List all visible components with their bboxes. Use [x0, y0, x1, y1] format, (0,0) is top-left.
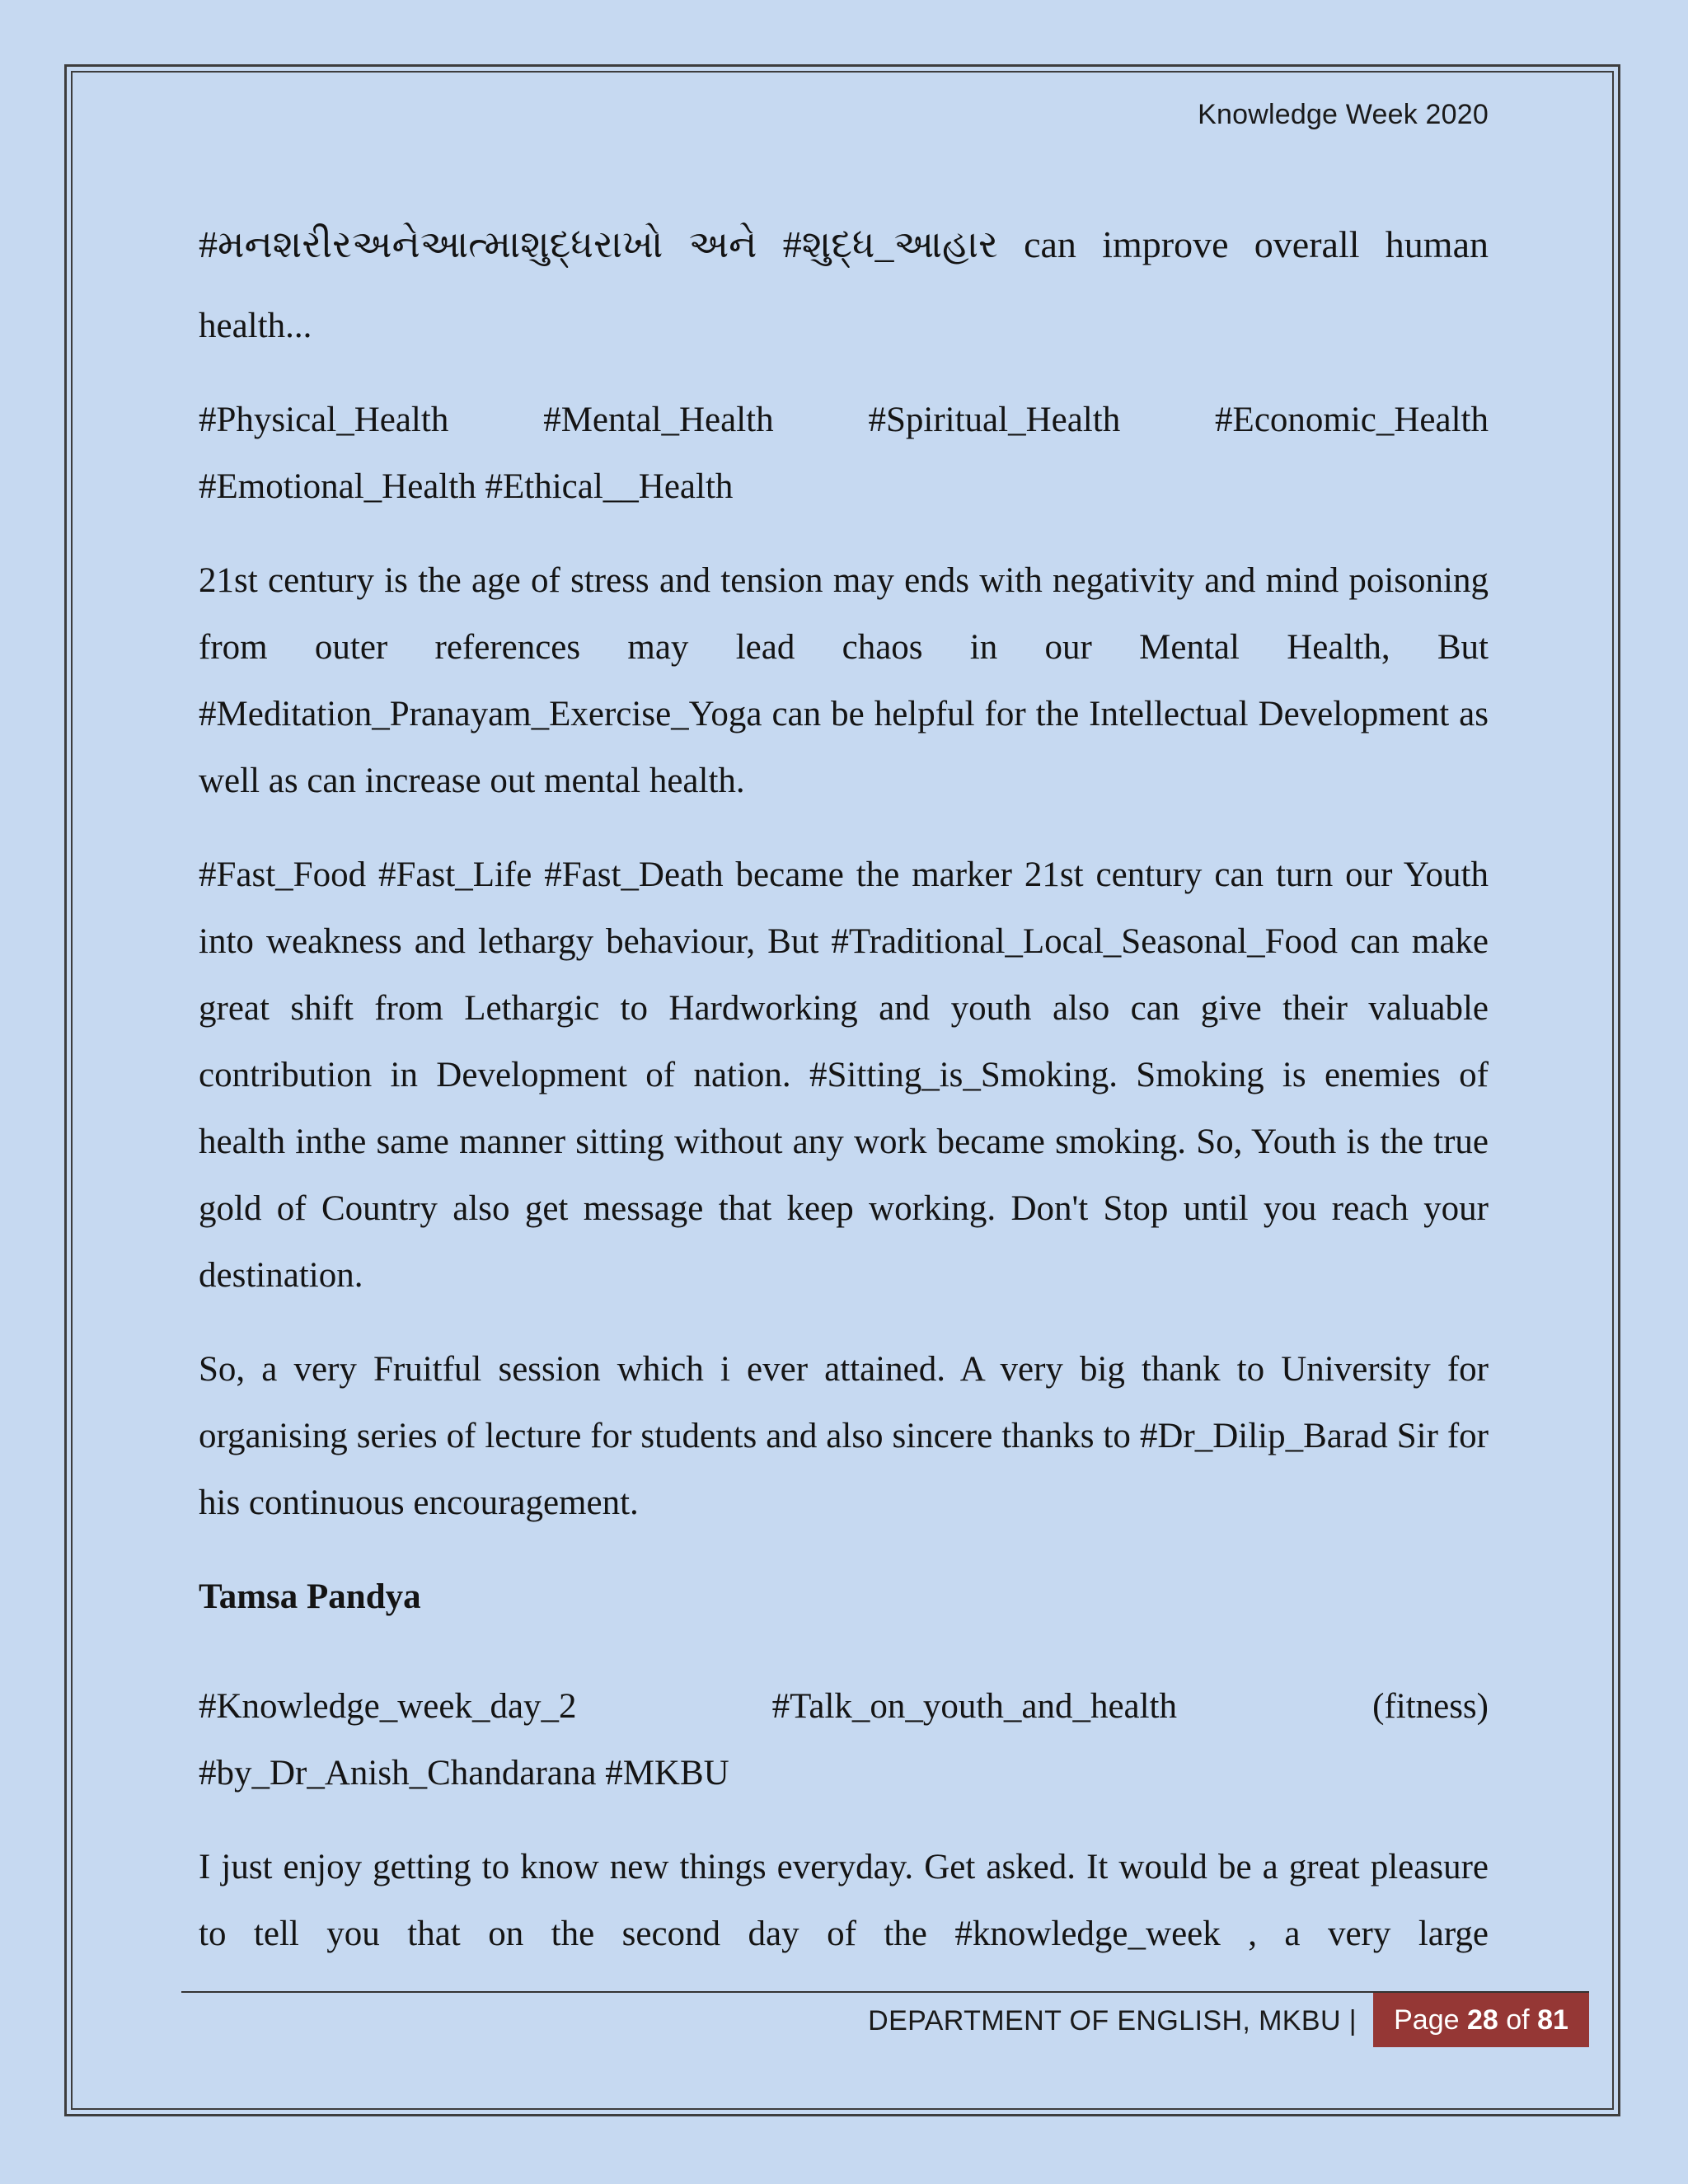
page-of: of: [1506, 2004, 1530, 2036]
paragraph-fast-food: #Fast_Food #Fast_Life #Fast_Death became the marker 21st century can turn our Youth into weakness and lethargy behaviour, But #Traditional_Local_Seasonal_Food can make great shift from Lethargic to Hardworking and youth also can give their valuable contribution in Development of nation. #Sitting_is_Smoking. Smoking is enemies of health inthe same manner sitting without any work became smoking. So, Youth is the true gold of Country also get message that keep working. Don't Stop until you reach your destination.: [199, 855, 1489, 1295]
page-number-badge: [1373, 1993, 1589, 2047]
paragraph-gujarati-lead: #મનશરીરઅનેઆત્માશુદ્ધરાખો અને #શુદ્ધ_આહાર can improve overall human: [199, 223, 1489, 265]
paragraph-gujarati-tail: health...: [199, 307, 312, 345]
page-body: [199, 196, 1489, 1994]
paragraph-health-hashtags: #Physical_Health #Mental_Health #Spiritual_Health #Economic_Health #Emotional_Health #Ethical__Health: [199, 401, 1489, 506]
author-name: Tamsa Pandya: [199, 1577, 421, 1616]
paragraph-thanks: So, a very Fruitful session which i ever attained. A very big thank to University for organising series of lecture for students and also sincere thanks to #Dr_Dilip_Barad Sir for his continuous encouragement.: [199, 1350, 1489, 1522]
paragraph-knowledge-week: I just enjoy getting to know new things everyday. Get asked. It would be a great pleasure to tell you that on the second day of the #knowledge_week , a very large: [199, 1848, 1489, 1953]
page-total: 81: [1537, 2004, 1568, 2036]
paragraph-talk-hashtags: #Knowledge_week_day_2 #Talk_on_youth_and_health (fitness) #by_Dr_Anish_Chandarana #MKBU: [199, 1687, 1489, 1793]
paragraph-stress: 21st century is the age of stress and tension may ends with negativity and mind poisoning from outer references may lead chaos in our Mental Health, But #Meditation_Pranayam_Exercise_Yoga can be helpful for the Intellectual Development as well as can increase out mental health.: [199, 561, 1489, 800]
running-header: Knowledge Week 2020: [1198, 99, 1489, 130]
page-current: 28: [1466, 2004, 1498, 2036]
footer-department: DEPARTMENT OF ENGLISH, MKBU |: [868, 2005, 1357, 2036]
page-word: Page: [1394, 2004, 1460, 2036]
